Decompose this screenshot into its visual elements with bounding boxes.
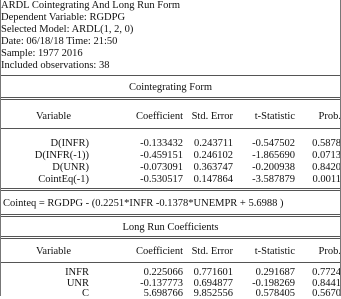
column-header-t-statistic: t-Statistic bbox=[255, 111, 295, 122]
table-row bbox=[0, 150, 341, 161]
column-header-variable: Variable bbox=[36, 111, 71, 122]
cell-t-statistic: -3.587879 bbox=[252, 174, 295, 185]
header-line-date: Date: 06/18/18 Time: 21:50 bbox=[1, 36, 117, 47]
cell-prob: 0.0713 bbox=[312, 150, 341, 161]
divider bbox=[0, 128, 341, 129]
column-header-t-statistic: t-Statistic bbox=[255, 246, 295, 257]
cell-variable: INFR bbox=[65, 267, 89, 278]
column-header-std-error: Std. Error bbox=[192, 246, 233, 257]
section-title-long-run: Long Run Coefficients bbox=[0, 222, 341, 233]
cell-t-statistic: -0.547502 bbox=[252, 138, 295, 149]
column-header-row bbox=[0, 111, 341, 122]
cointeq-equation: Cointeq = RGDPG - (0.2251*INFR -0.1378*UNEMPR + 5.6988 ) bbox=[3, 198, 283, 209]
divider bbox=[0, 97, 341, 100]
cell-std-error: 9.852556 bbox=[194, 288, 233, 299]
cell-t-statistic: 0.578405 bbox=[256, 288, 295, 299]
header-line-model: Selected Model: ARDL(1, 2, 0) bbox=[1, 24, 133, 35]
table-row bbox=[0, 162, 341, 173]
cell-coefficient: -0.073091 bbox=[140, 162, 183, 173]
cell-std-error: 0.243711 bbox=[194, 138, 233, 149]
cell-t-statistic: -0.198269 bbox=[252, 278, 295, 289]
cell-prob: 0.5670 bbox=[312, 288, 341, 299]
cell-variable: D(INFR(-1)) bbox=[35, 150, 89, 161]
cell-prob: 0.5878 bbox=[312, 138, 341, 149]
divider bbox=[0, 188, 341, 191]
cell-std-error: 0.363747 bbox=[194, 162, 233, 173]
header-line-sample: Sample: 1977 2016 bbox=[1, 48, 83, 59]
cell-coefficient: -0.133432 bbox=[140, 138, 183, 149]
divider bbox=[0, 262, 341, 263]
table-row bbox=[0, 174, 341, 185]
column-header-variable: Variable bbox=[36, 246, 71, 257]
cell-t-statistic: -0.200938 bbox=[252, 162, 295, 173]
cell-variable: D(INFR) bbox=[51, 138, 90, 149]
column-header-prob: Prob. bbox=[319, 246, 341, 257]
column-header-row bbox=[0, 246, 341, 257]
cell-variable: UNR bbox=[67, 278, 89, 289]
cell-variable: C bbox=[82, 288, 89, 299]
cell-std-error: 0.694877 bbox=[194, 278, 233, 289]
cell-std-error: 0.147864 bbox=[194, 174, 233, 185]
cell-coefficient: -0.530517 bbox=[140, 174, 183, 185]
table-row bbox=[0, 267, 341, 278]
header-line-dependent: Dependent Variable: RGDPG bbox=[1, 12, 125, 23]
divider bbox=[0, 236, 341, 239]
cell-coefficient: 0.225066 bbox=[144, 267, 183, 278]
cell-t-statistic: 0.291687 bbox=[256, 267, 295, 278]
header-line-title: ARDL Cointegrating And Long Run Form bbox=[1, 0, 180, 11]
cell-coefficient: -0.459151 bbox=[140, 150, 183, 161]
section-title-cointegrating: Cointegrating Form bbox=[0, 82, 341, 93]
header-line-observations: Included observations: 38 bbox=[1, 60, 109, 71]
table-row bbox=[0, 138, 341, 149]
cell-coefficient: 5.698766 bbox=[144, 288, 183, 299]
column-header-prob: Prob. bbox=[319, 111, 341, 122]
cell-variable: CointEq(-1) bbox=[38, 174, 89, 185]
cell-coefficient: -0.137773 bbox=[140, 278, 183, 289]
divider bbox=[0, 214, 341, 217]
cell-prob: 0.8441 bbox=[312, 278, 341, 289]
cell-std-error: 0.246102 bbox=[194, 150, 233, 161]
cell-prob: 0.0011 bbox=[313, 174, 341, 185]
cell-std-error: 0.771601 bbox=[194, 267, 233, 278]
cell-prob: 0.7724 bbox=[312, 267, 341, 278]
cell-t-statistic: -1.865690 bbox=[252, 150, 295, 161]
column-header-coefficient: Coefficient bbox=[136, 246, 183, 257]
column-header-coefficient: Coefficient bbox=[136, 111, 183, 122]
cell-variable: D(UNR) bbox=[52, 162, 89, 173]
column-header-std-error: Std. Error bbox=[192, 111, 233, 122]
border-left bbox=[0, 0, 1, 296]
table-row bbox=[0, 288, 341, 299]
cell-prob: 0.8420 bbox=[312, 162, 341, 173]
divider bbox=[0, 75, 341, 76]
